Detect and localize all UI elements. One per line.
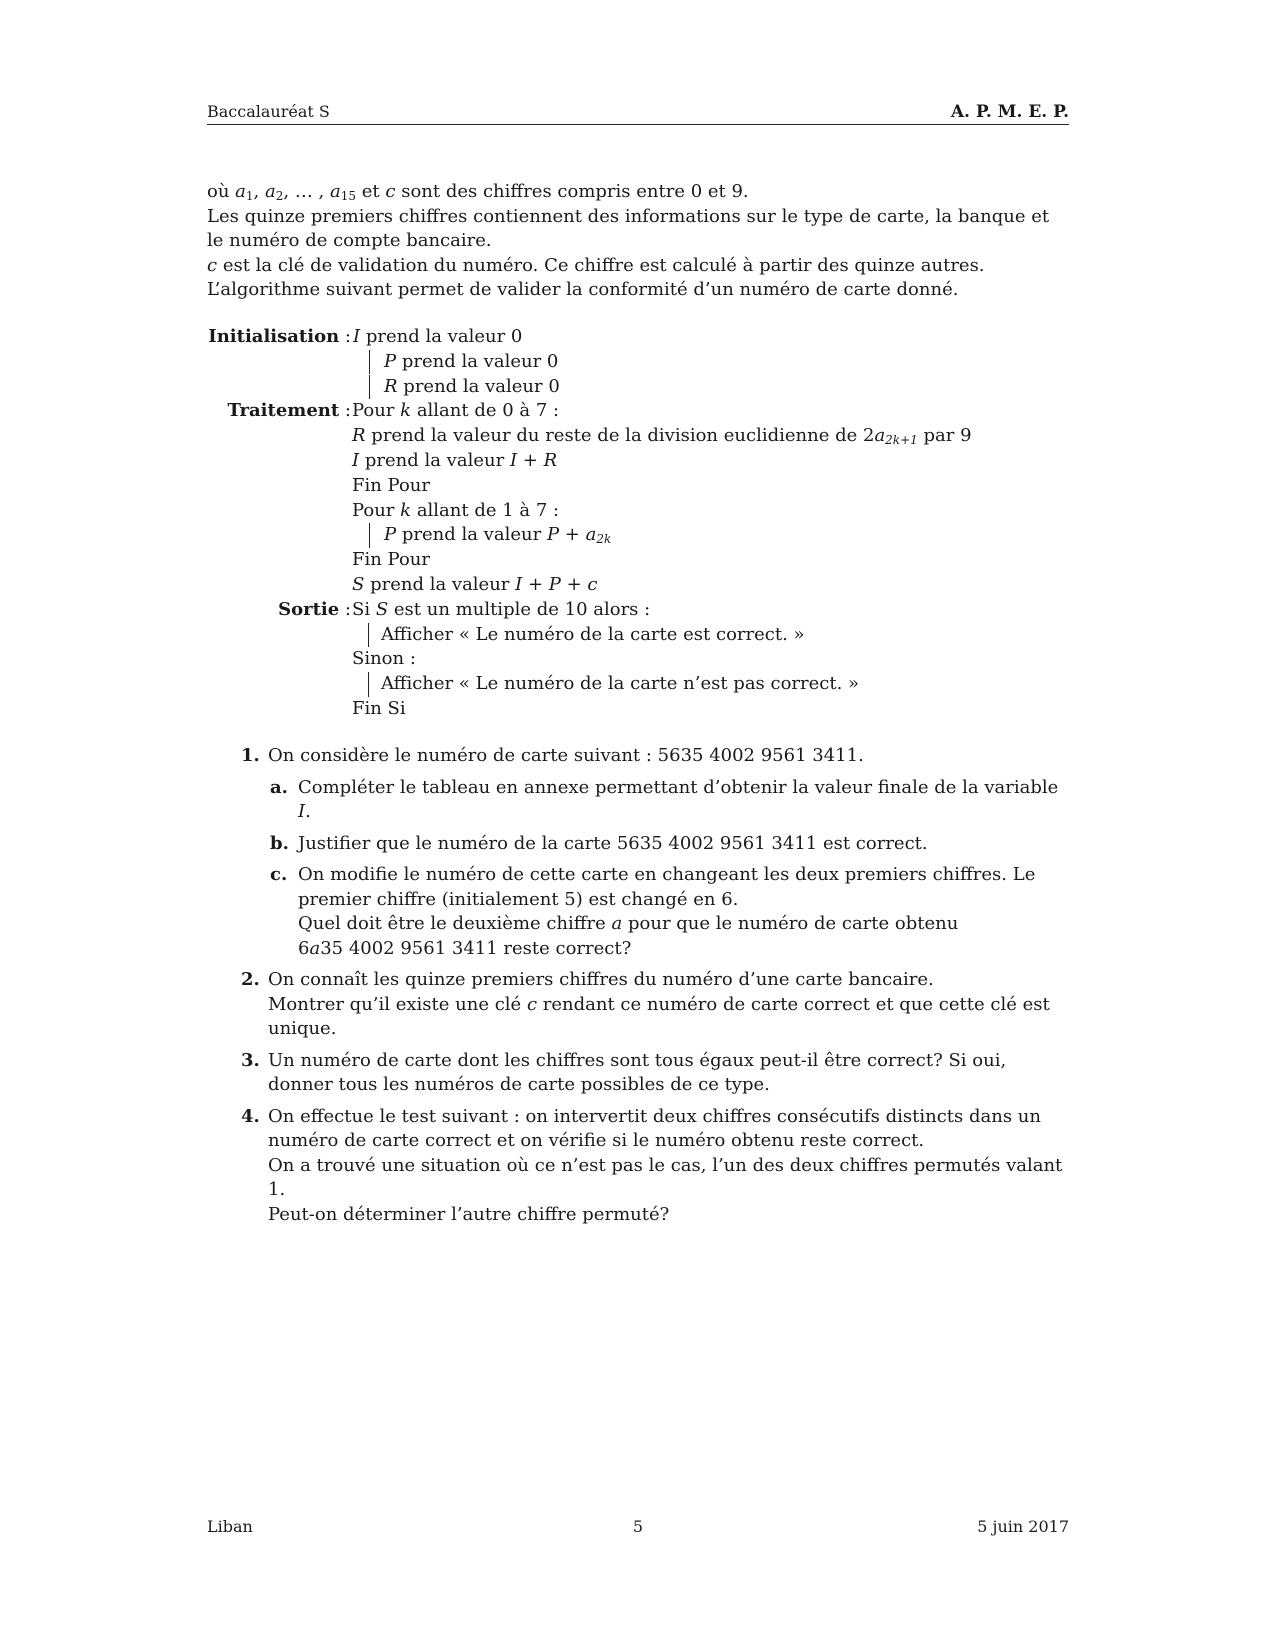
- code-text: Pour: [352, 499, 395, 521]
- code-text: Pour: [352, 400, 395, 422]
- var-a: a: [235, 181, 246, 202]
- var: R: [352, 425, 366, 447]
- algo-line: [207, 647, 1069, 672]
- page-footer: [207, 1515, 1069, 1539]
- code-text: prend la valeur: [364, 449, 505, 471]
- algo-code: [369, 350, 558, 375]
- expression: P + a: [546, 524, 597, 546]
- algo-label-out: [278, 598, 351, 623]
- text: rendant ce numéro de carte correct et que cette clé est unique.: [268, 993, 1050, 1039]
- algo-line: [207, 523, 1069, 548]
- question-1: [207, 744, 1069, 769]
- code-text: est un multiple de 10 alors :: [393, 598, 651, 620]
- label-text: Sortie: [278, 598, 340, 620]
- algo-label-init: [208, 325, 351, 350]
- subscript: 2: [275, 189, 284, 203]
- algo-code: Fin Pour: [352, 474, 430, 496]
- algo-code: [353, 325, 522, 350]
- question-number: 2.: [241, 969, 260, 990]
- subscript: 1: [245, 189, 254, 203]
- question-text: On a trouvé une situation où ce n’est pas le cas, l’un des deux chiffres permutés valant 1.: [268, 1154, 1063, 1200]
- question-text: Justifier que le numéro de la carte 5635 4002 9561 3411 est correct.: [298, 832, 928, 854]
- code-text: prend la valeur: [370, 573, 510, 595]
- subquestion-letter: a.: [270, 776, 288, 798]
- question-text: On modifie le numéro de cette carte en changeant les deux premiers chiffres. Le premier chiffre (initialement 5) est changé en 6.: [298, 864, 1036, 910]
- algo-code: Sinon :: [352, 648, 416, 670]
- question-text: Un numéro de carte dont les chiffres sont tous égaux peut-il être correct? Si oui, donner tous les numéros de carte possibles de ce type.: [268, 1049, 1007, 1095]
- question-number: 1.: [241, 745, 260, 766]
- algo-code: [369, 375, 560, 400]
- subquestion-letter: b.: [270, 832, 289, 854]
- algo-line: [207, 474, 1069, 499]
- algo-line: [207, 499, 1069, 524]
- algo-code: [352, 399, 559, 424]
- var: P: [384, 524, 397, 546]
- question-list: [207, 744, 1069, 1234]
- header-right: A. P. M. E. P.: [950, 102, 1069, 122]
- subquestion-letter: c.: [270, 864, 288, 885]
- question-2: [207, 968, 1069, 1042]
- intro-word: où: [207, 181, 230, 202]
- var: a: [874, 425, 886, 447]
- question-text: [268, 993, 1069, 1042]
- algo-code: Afficher « Le numéro de la carte n’est pas correct. »: [368, 672, 859, 697]
- question-4: [207, 1105, 1069, 1228]
- algo-code: Fin Pour: [352, 549, 430, 571]
- algo-label-treat: [227, 399, 351, 424]
- intro-text: est la clé de validation du numéro. Ce chiffre est calculé à partir des quinze autres.: [222, 254, 985, 276]
- var: k: [400, 400, 412, 422]
- question-1b: [207, 832, 1069, 857]
- algo-line: [207, 424, 1069, 449]
- label-text: Initialisation: [208, 326, 340, 347]
- question-text: On effectue le test suivant : on intervertit deux chiffres consécutifs distincts dans un numéro de carte correct et on vérifie si le numéro obtenu reste correct.: [268, 1105, 1041, 1151]
- intro-paragraph-4: L’algorithme suivant permet de valider la conformité d’un numéro de carte donné.: [207, 279, 959, 300]
- algo-line: [207, 573, 1069, 598]
- algo-code: [369, 523, 611, 548]
- question-text: Peut-on déterminer l’autre chiffre permuté?: [268, 1203, 670, 1225]
- footer-date: 5 juin 2017: [977, 1517, 1069, 1536]
- question-number: 4.: [241, 1105, 260, 1127]
- question-1a: [207, 776, 1069, 825]
- algo-code: [352, 573, 598, 598]
- colon: :: [344, 598, 351, 620]
- var: c: [526, 993, 538, 1015]
- code-text: prend la valeur 0: [365, 326, 523, 347]
- algo-line: [207, 598, 1069, 623]
- algo-line: [207, 623, 1069, 648]
- intro-text: sont des chiffres compris entre 0 et 9.: [401, 181, 749, 202]
- text: Montrer qu’il existe une clé: [268, 993, 522, 1015]
- var: a: [309, 937, 321, 959]
- var: S: [375, 598, 389, 620]
- ellipsis: , … ,: [283, 181, 325, 202]
- page-header: [207, 100, 1069, 125]
- question-number: 3.: [241, 1049, 260, 1071]
- expression: I + P + c: [515, 573, 598, 595]
- code-text: prend la valeur 0: [403, 375, 560, 397]
- text: Compléter le tableau en annexe permettant d’obtenir la valeur finale de la variable: [298, 776, 1059, 798]
- question-text: On considère le numéro de carte suivant : 5635 4002 9561 3411.: [268, 745, 864, 766]
- algo-code: [352, 499, 559, 524]
- label-text: Traitement: [227, 400, 340, 422]
- intro-paragraph-2: Les quinze premiers chiffres contiennent des informations sur le type de carte, la banque et le numéro de compte bancaire.: [207, 205, 1050, 251]
- question-3: [207, 1049, 1069, 1098]
- algo-code: [352, 598, 650, 623]
- var: k: [400, 499, 412, 521]
- text: 35 4002 9561 3411 reste correct?: [320, 937, 632, 959]
- algo-code: [352, 424, 972, 449]
- page-number: 5: [632, 1517, 644, 1536]
- text: .: [305, 801, 311, 822]
- var-c: c: [207, 254, 218, 276]
- algo-line: [207, 449, 1069, 474]
- var: R: [384, 375, 398, 397]
- var-c: c: [385, 181, 396, 202]
- var: S: [352, 573, 365, 595]
- var: P: [384, 350, 397, 372]
- intro-word: et: [361, 181, 380, 202]
- question-text: [298, 937, 1069, 962]
- footer-left: Liban: [207, 1517, 253, 1536]
- algo-line: [207, 697, 1069, 722]
- text: Quel doit être le deuxième chiffre: [298, 913, 606, 934]
- var: I: [353, 326, 361, 347]
- algo-code: [352, 449, 557, 474]
- colon: :: [344, 400, 351, 422]
- code-text: prend la valeur du reste de la division euclidienne de 2: [371, 425, 875, 447]
- algo-line: [207, 350, 1069, 375]
- var-a: a: [330, 181, 341, 202]
- question-text: [298, 776, 1069, 825]
- subscript: 2k: [596, 532, 612, 547]
- algo-line: [207, 672, 1069, 697]
- header-left: Baccalauréat S: [207, 102, 330, 121]
- text: 6: [298, 937, 310, 959]
- var: I: [298, 801, 306, 822]
- algorithm: [207, 325, 1069, 722]
- intro: [207, 180, 1069, 303]
- text: pour que le numéro de carte obtenu: [628, 913, 959, 934]
- algo-line: [207, 548, 1069, 573]
- code-text: Si: [352, 598, 371, 620]
- var: I: [352, 449, 360, 471]
- subscript: 15: [340, 189, 357, 203]
- expression: I + R: [509, 449, 558, 471]
- algo-line: [207, 399, 1069, 424]
- code-text: allant de 0 à 7 :: [416, 400, 560, 422]
- code-text: par 9: [923, 425, 972, 447]
- var: a: [611, 913, 623, 934]
- intro-paragraph-3: [207, 254, 1069, 279]
- algo-code: Afficher « Le numéro de la carte est correct. »: [368, 623, 805, 648]
- question-text: On connaît les quinze premiers chiffres du numéro d’une carte bancaire.: [268, 969, 934, 990]
- algo-code: Fin Si: [352, 697, 406, 719]
- subscript: 2k+1: [885, 433, 918, 448]
- colon: :: [344, 326, 351, 347]
- comma: ,: [253, 181, 260, 202]
- question-1c: [207, 863, 1069, 961]
- code-text: prend la valeur: [401, 524, 542, 546]
- code-text: prend la valeur 0: [401, 350, 559, 372]
- question-text: [298, 912, 1069, 937]
- page: [207, 0, 1069, 1650]
- var-a: a: [265, 181, 276, 202]
- algo-line: [207, 375, 1069, 400]
- algo-line: [207, 325, 1069, 350]
- intro-line-1: [207, 180, 1069, 205]
- code-text: allant de 1 à 7 :: [416, 499, 560, 521]
